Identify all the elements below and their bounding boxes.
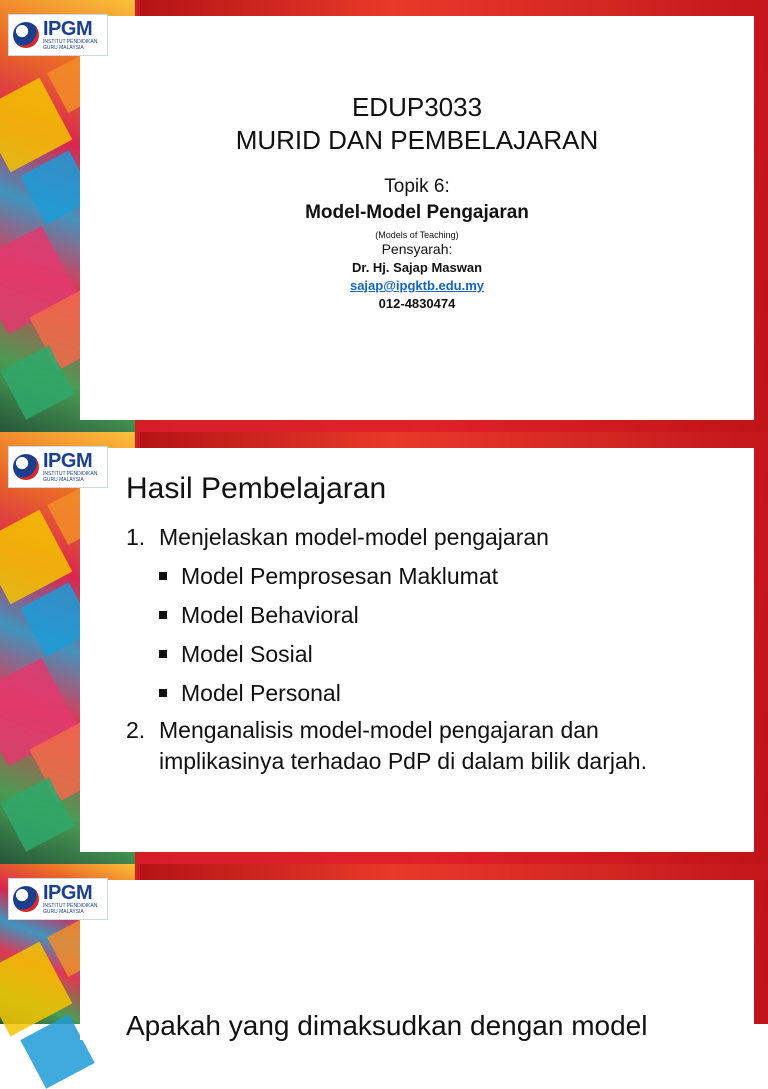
ipgm-emblem-icon [13,886,39,912]
logo-subtitle: GURU MALAYSIA [43,909,84,915]
ipgm-emblem-icon [13,454,39,480]
sub-item-text: Model Personal [181,680,341,706]
item-text: Menjelaskan model-model pengajaran [159,524,549,550]
topic-title: Model-Model Pengajaran [305,202,529,223]
logo-subtitle: INSTITUT PENDIDIKAN [43,471,98,477]
sub-list-item [159,678,746,709]
square-bullet-icon [159,611,167,619]
topic-label: Topik 6: [384,176,450,197]
list-item [126,522,746,709]
sub-list-item [159,639,746,670]
ipgm-logo [8,14,108,56]
sub-item-text: Model Sosial [181,641,313,667]
slide-3 [0,864,768,1041]
sub-item-text: Model Behavioral [181,602,359,628]
square-bullet-icon [159,689,167,697]
top-stripe [140,432,768,448]
top-stripe [140,864,768,880]
lecturer-name: Dr. Hj. Sajap Maswan [351,260,483,275]
logo-subtitle: GURU MALAYSIA [43,45,84,51]
logo-subtitle: INSTITUT PENDIDIKAN [43,903,98,909]
item-text: implikasinya terhadao PdP di dalam bilik darjah. [159,748,647,774]
square-bullet-icon [159,650,167,658]
item-number: 2. [126,717,146,743]
top-stripe [140,0,768,16]
sub-list-item [159,561,746,592]
lecturer-phone: 012-4830474 [378,296,456,311]
lecturer-label: Pensyarah: [381,241,453,257]
sub-list [159,561,746,709]
logo-name: IPGM [43,882,93,904]
lecturer-email-link[interactable]: sajap@ipgktb.edu.my [349,278,485,293]
ipgm-emblem-icon [13,22,39,48]
sub-item-text: Model Pemprosesan Maklumat [181,563,499,589]
item-text: Menganalisis model-model pengajaran dan [159,717,599,743]
sub-list-item [159,600,746,631]
item-number: 1. [126,524,146,550]
slide-heading: Hasil Pembelajaran [126,472,387,505]
ipgm-logo [8,878,108,920]
course-code: EDUP3033 [351,92,483,122]
course-name: MURID DAN PEMBELAJARAN [235,125,599,155]
learning-outcomes-list [126,522,746,785]
ipgm-logo [8,446,108,488]
topic-subtitle: (Models of Teaching) [375,230,459,240]
logo-subtitle: GURU MALAYSIA [43,477,84,483]
title-block [80,16,754,311]
logo-name: IPGM [43,18,93,40]
slide-2 [0,432,768,864]
logo-subtitle: INSTITUT PENDIDIKAN [43,39,98,45]
list-item [126,715,746,777]
square-bullet-icon [159,572,167,580]
partial-question-text: Apakah yang dimaksudkan dengan model [126,1010,648,1041]
slide-1 [0,0,768,432]
logo-name: IPGM [43,450,93,472]
